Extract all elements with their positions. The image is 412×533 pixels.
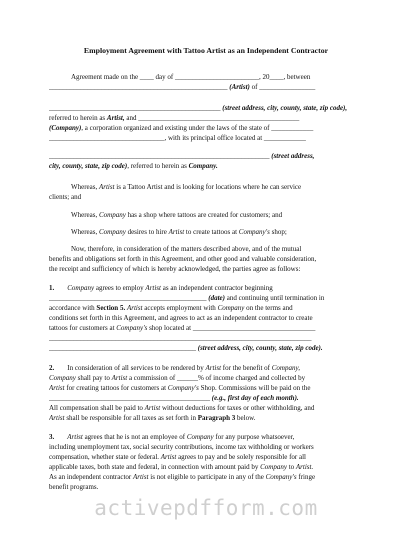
section-2-line-5: All compensation shall be paid to Artist without deductions for taxes or other withholding, and <box>49 404 315 412</box>
section-2-line-2: Company shall pay to Artist a commission of ______% of income charged and collected by <box>49 374 306 382</box>
section-2-number: 2. <box>49 364 55 372</box>
section-3-line-3: compensation, whether state or federal. Artist agrees to pay and be solely responsible for all <box>49 453 306 461</box>
section-2-line-1: 2. In consideration of all services to be rendered by Artist for the benefit of Company, <box>49 364 300 372</box>
recital-4: Now, therefore, in consideration of the matters described above, and of the mutual <box>71 245 302 253</box>
opening-line-6: _________________________________, with its principal office located at ____________ <box>49 134 306 142</box>
section-1-number: 1. <box>49 284 55 292</box>
recital-1-cont: clients; and <box>49 193 82 201</box>
recital-1: Whereas, Artist is a Tattoo Artist and is looking for locations where he can service <box>71 183 302 191</box>
section-3-line-6: benefit programs. <box>49 483 99 491</box>
section-3-line-2: including unemployment tax, social security contributions, income tax withholding or workers <box>49 443 314 451</box>
section-3-line-5: As an independent contractor Artist is not eligible to participate in any of the Company's fringe <box>49 473 316 481</box>
section-2-line-4: ______________________________________________ (e.g., first day of each month). <box>49 394 299 402</box>
opening-line-8: city, county, state, zip code), referred to herein as Company. <box>49 162 218 170</box>
opening-line-5: (Company), a corporation organized and existing under the laws of the state of ____________ <box>49 124 314 132</box>
opening-line-2: ___________________________________________________ (Artist) of ________________ <box>49 83 316 91</box>
section-1-line-7: __________________________________________ (street address, city, county, state, zip code). <box>49 344 323 352</box>
section-1-line-2: _____________________________________________ (date) and continuing until termination in <box>49 294 325 302</box>
recital-4-cont-2: the receipt and sufficiency of which is hereby acknowledged, the parties agree as follows: <box>49 265 301 273</box>
section-1-line-4: conditions set forth in this Agreement, and agrees to act as an independent contractor to create <box>49 314 313 322</box>
opening-line-1: Agreement made on the ____ day of ________________________, 20____, between <box>71 73 311 81</box>
recital-4-cont-1: benefits and obligations set forth in this Agreement, and other good and valuable consideration, <box>49 255 317 263</box>
section-1-line-1: 1. Company agrees to employ Artist as an independent contractor beginning <box>49 284 273 292</box>
section-3-line-1: 3. Artist agrees that he is not an employee of Company for any purpose whatsoever, <box>49 433 295 441</box>
opening-line-3: _________________________________________________ (street address, city, county, state, zip code), <box>49 104 348 112</box>
section-2-line-3: Artist for creating tattoos for customers at Company's Shop. Commissions will be paid on the <box>49 384 311 392</box>
recital-3: Whereas, Company desires to hire Artist to create tattoos at Company's shop; <box>71 228 287 236</box>
recital-2: Whereas, Company has a shop where tattoos are created for customers; and <box>71 211 283 219</box>
opening-line-7: _______________________________________________________________ (street address, <box>49 152 315 160</box>
section-1-line-6: ___________________________________________________________________________ <box>49 334 312 342</box>
section-1-line-5: tattoos for customers at Company's shop located at ___________________________________ <box>49 324 316 332</box>
section-3-number: 3. <box>49 433 55 441</box>
opening-line-4: referred to herein as Artist, and ______________________________________________ <box>49 114 300 122</box>
section-2-line-6: Artist shall be responsible for all taxes as set forth in Paragraph 3 below. <box>49 414 256 422</box>
section-1-line-3: accordance with Section 5. Artist accepts employment with Company on the terms and <box>49 304 293 312</box>
section-3-line-4: applicable taxes, both state and federal, in connection with amount paid by Company to Artist. <box>49 463 314 471</box>
watermark: activepdfform.com <box>94 496 318 520</box>
document-title: Employment Agreement with Tattoo Artist as an Independent Contractor <box>83 46 329 55</box>
